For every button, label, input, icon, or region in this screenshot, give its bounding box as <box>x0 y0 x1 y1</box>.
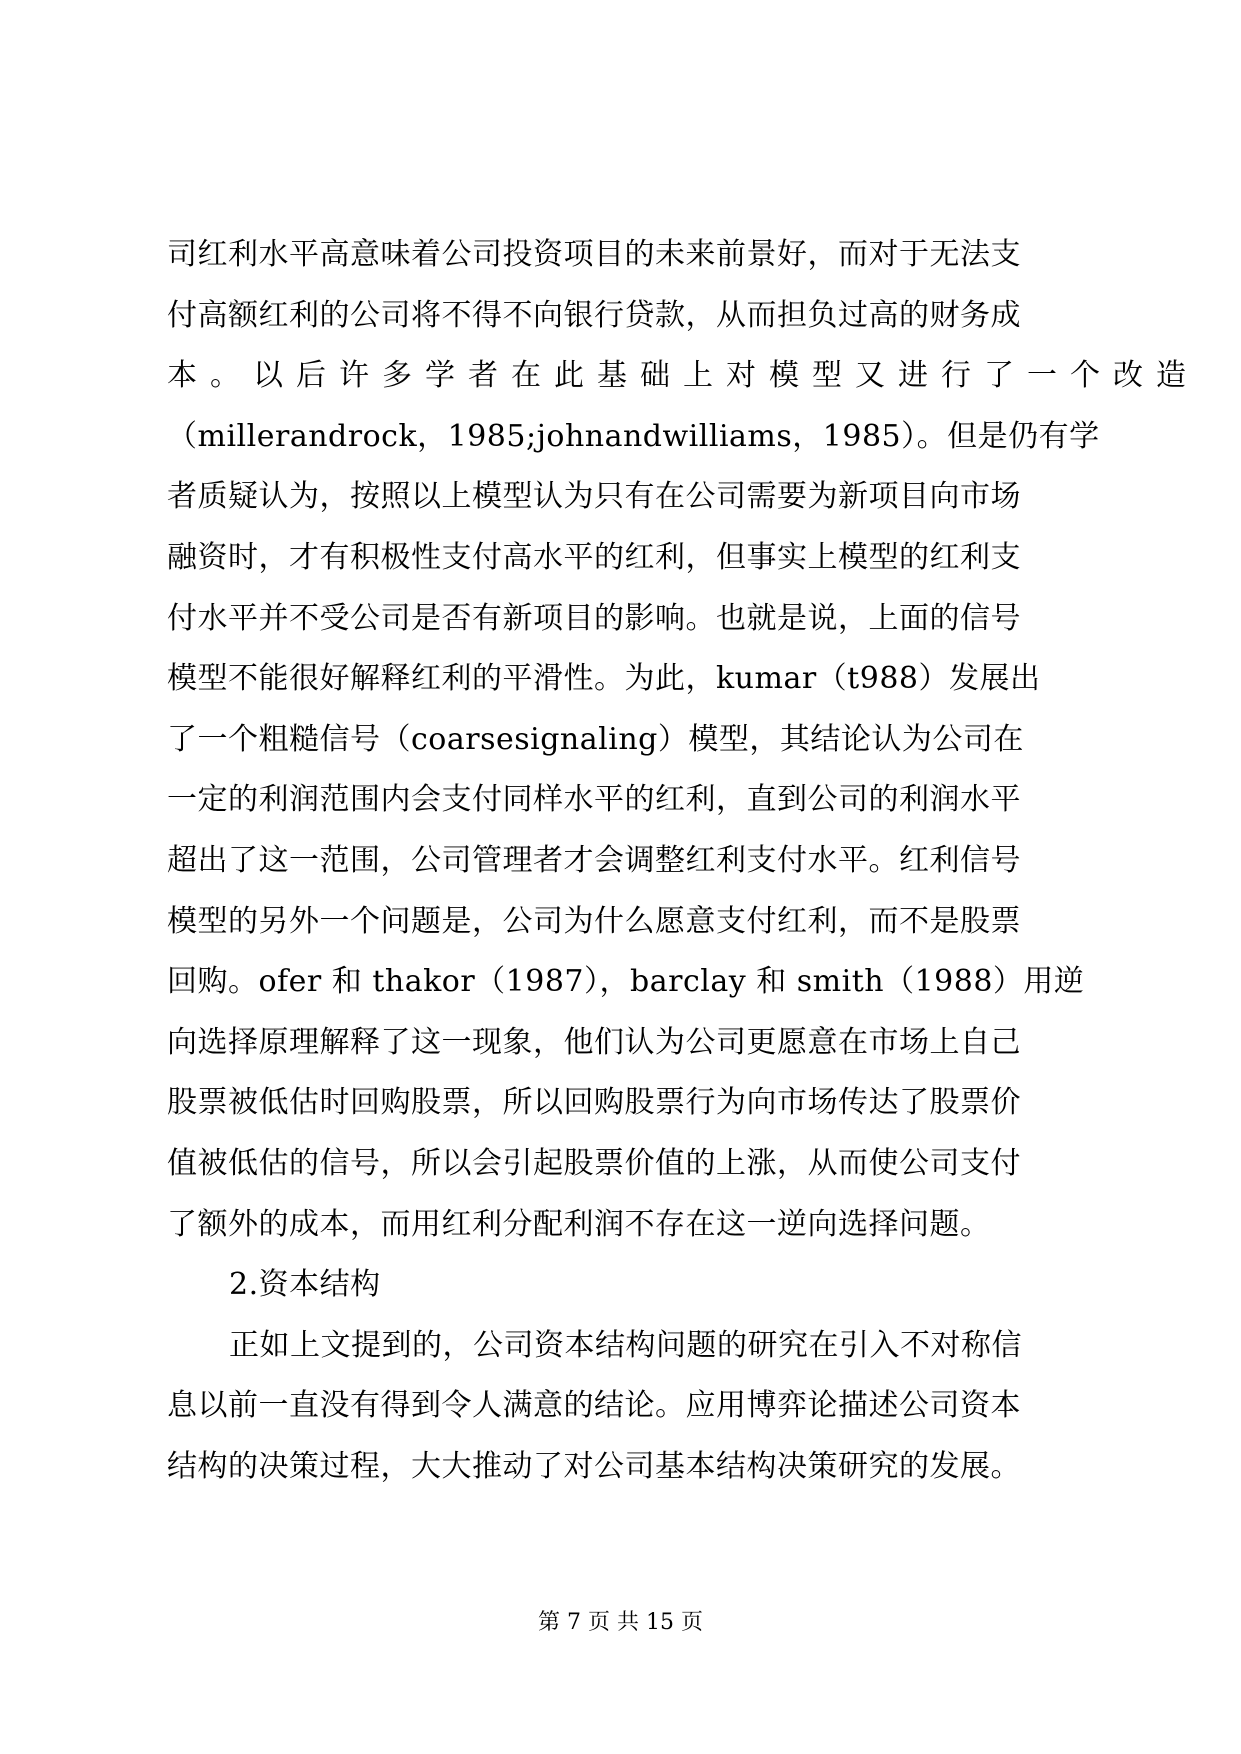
text-line: 司红利水平高意味着公司投资项目的未来前景好，而对于无法支 <box>167 237 1021 272</box>
text-line: 本。以后许多学者在此基础上对模型又进行了一个改造 <box>167 358 1199 394</box>
text-line: 融资时，才有积极性支付高水平的红利，但事实上模型的红利支 <box>167 539 1021 575</box>
text-line: 值被低估的信号，所以会引起股票价值的上涨，从而使公司支付 <box>167 1145 1021 1181</box>
text-line: 超出了这一范围，公司管理者才会调整红利支付水平。红利信号 <box>167 842 1021 878</box>
body-text <box>167 225 1199 1497</box>
text-line: 者质疑认为，按照以上模型认为只有在公司需要为新项目向市场 <box>167 479 1021 515</box>
text-line: 向选择原理解释了这一现象，他们认为公司更愿意在市场上自己 <box>167 1024 1021 1060</box>
text-line: 结构的决策过程，大大推动了对公司基本结构决策研究的发展。 <box>167 1448 1021 1484</box>
text-line: 模型不能很好解释红利的平滑性。为此，kumar（t988）发展出 <box>167 661 1041 697</box>
text-line: 回购。ofer 和 thakor（1987），barclay 和 smith（1988）用逆 <box>167 964 1085 1000</box>
text-line: 了一个粗糙信号（coarsesignaling）模型，其结论认为公司在 <box>167 721 1024 757</box>
text-line: 正如上文提到的，公司资本结构问题的研究在引入不对称信 <box>229 1327 1022 1363</box>
section-heading: 2.资本结构 <box>229 1267 381 1303</box>
text-line: 模型的另外一个问题是，公司为什么愿意支付红利，而不是股票 <box>167 903 1021 939</box>
text-line: 付高额红利的公司将不得不向银行贷款，从而担负过高的财务成 <box>167 297 1021 333</box>
text-line: 息以前一直没有得到令人满意的结论。应用博弈论描述公司资本 <box>167 1388 1021 1424</box>
text-line: 一定的利润范围内会支付同样水平的红利，直到公司的利润水平 <box>167 782 1021 818</box>
text-line: 付水平并不受公司是否有新项目的影响。也就是说，上面的信号 <box>167 600 1021 636</box>
text-line: 股票被低估时回购股票，所以回购股票行为向市场传达了股票价 <box>167 1085 1021 1121</box>
page-number: 第 7 页 共 15 页 <box>538 1610 703 1635</box>
page-footer <box>0 1608 1241 1638</box>
text-line: （millerandrock，1985;johnandwilliams，1985）。但是仍有学 <box>167 418 1100 454</box>
text-line: 了额外的成本，而用红利分配利润不存在这一逆向选择问题。 <box>167 1206 991 1242</box>
